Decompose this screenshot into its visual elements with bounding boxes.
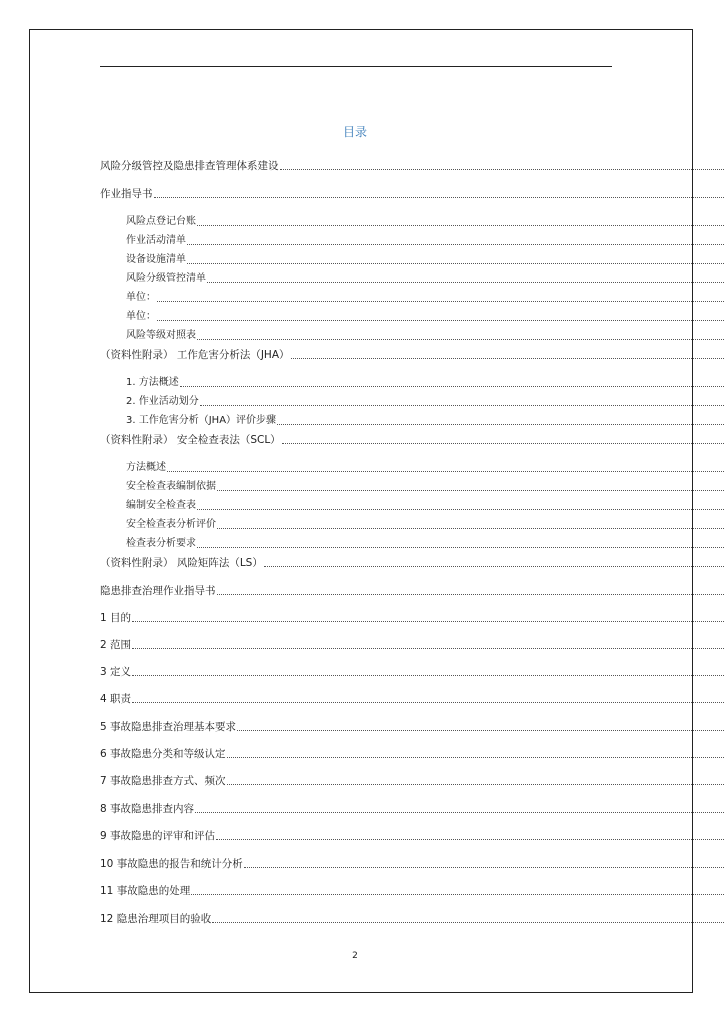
toc-entry[interactable]: [100, 348, 724, 362]
toc-entry-label: 检查表分析要求: [126, 538, 196, 549]
toc-entry[interactable]: [126, 291, 724, 305]
toc-entry-label: 编制安全检查表: [126, 500, 196, 511]
dot-leader: [237, 730, 724, 731]
toc-entry[interactable]: [126, 329, 724, 343]
toc-entry[interactable]: [126, 253, 724, 267]
toc-entry[interactable]: [100, 884, 724, 898]
dot-leader: [154, 197, 724, 198]
dot-leader: [282, 443, 724, 444]
toc-entry[interactable]: [126, 272, 724, 286]
dot-leader: [157, 301, 724, 302]
toc-entry-label: 1. 方法概述: [126, 377, 179, 388]
toc-entry-label: 作业指导书: [100, 188, 153, 200]
dot-leader: [197, 547, 724, 548]
dot-leader: [132, 648, 724, 649]
toc-entry[interactable]: [100, 774, 724, 788]
page-number: 2: [352, 951, 358, 961]
toc-entry-label: （资料性附录） 工作危害分析法（JHA）: [100, 349, 290, 361]
toc-entry[interactable]: [126, 395, 724, 409]
dot-leader: [197, 509, 724, 510]
dot-leader: [212, 922, 724, 923]
toc-entry-label: 方法概述: [126, 462, 166, 473]
toc-entry[interactable]: [100, 187, 724, 201]
toc-entry[interactable]: [100, 159, 724, 173]
toc-entry[interactable]: [126, 480, 724, 494]
toc-entry[interactable]: [126, 215, 724, 229]
toc-entry[interactable]: [100, 692, 724, 706]
toc-entry[interactable]: [126, 234, 724, 248]
toc-entry[interactable]: [100, 912, 724, 926]
toc-entry[interactable]: [126, 376, 724, 390]
toc-entry[interactable]: [100, 433, 724, 447]
toc-entry[interactable]: [100, 829, 724, 843]
toc-entry-label: 3 定义: [100, 666, 132, 678]
toc-entry[interactable]: [126, 461, 724, 475]
toc-entry-label: 4 职责: [100, 693, 132, 705]
dot-leader: [217, 490, 724, 491]
dot-leader: [244, 867, 724, 868]
dot-leader: [217, 528, 724, 529]
toc-entry-label: 设备设施清单: [126, 254, 186, 265]
toc-entry-label: 12 隐患治理项目的验收: [100, 913, 212, 925]
dot-leader: [291, 358, 724, 359]
dot-leader: [227, 757, 724, 758]
toc-entry-label: 10 事故隐患的报告和统计分析: [100, 858, 243, 870]
toc-entry[interactable]: [100, 802, 724, 816]
toc-entry-label: 作业活动清单: [126, 235, 186, 246]
toc-entry[interactable]: [100, 665, 724, 679]
toc-entry-label: 单位：: [126, 311, 156, 322]
toc-entry[interactable]: [100, 556, 724, 570]
toc-entry-label: 11 事故隐患的处理: [100, 885, 191, 897]
dot-leader: [132, 621, 724, 622]
toc-entry[interactable]: [126, 518, 724, 532]
dot-leader: [157, 320, 724, 321]
toc-entry-label: 9 事故隐患的评审和评估: [100, 830, 216, 842]
toc-entry[interactable]: [100, 584, 724, 598]
dot-leader: [132, 675, 724, 676]
dot-leader: [280, 169, 724, 170]
dot-leader: [195, 812, 724, 813]
toc-entry-label: 2 范围: [100, 639, 132, 651]
toc-entry[interactable]: [100, 720, 724, 734]
dot-leader: [216, 839, 724, 840]
toc-entry-label: 8 事故隐患排查内容: [100, 803, 195, 815]
dot-leader: [167, 471, 724, 472]
toc-entry-label: 2. 作业活动划分: [126, 396, 199, 407]
toc-entry-label: 5 事故隐患排查治理基本要求: [100, 721, 237, 733]
dot-leader: [197, 339, 724, 340]
toc-entry-label: 7 事故隐患排查方式、频次: [100, 775, 226, 787]
toc-title: 目录: [342, 125, 367, 139]
toc-entry-label: 隐患排查治理作业指导书: [100, 585, 216, 597]
toc-entry-label: 风险等级对照表: [126, 330, 196, 341]
dot-leader: [132, 702, 724, 703]
toc-entry-label: （资料性附录） 安全检查表法（SCL）: [100, 434, 281, 446]
toc-entry-label: 风险分级管控清单: [126, 273, 206, 284]
toc-entry-label: 安全检查表编制依据: [126, 481, 216, 492]
toc-entry-label: 1 目的: [100, 612, 132, 624]
toc-entry[interactable]: [126, 499, 724, 513]
toc-entry-label: 单位：: [126, 292, 156, 303]
dot-leader: [180, 386, 724, 387]
toc-entry[interactable]: [100, 611, 724, 625]
toc-entry-label: 安全检查表分析评价: [126, 519, 216, 530]
dot-leader: [187, 244, 724, 245]
dot-leader: [207, 282, 724, 283]
toc-entry-label: 6 事故隐患分类和等级认定: [100, 748, 226, 760]
toc-entry[interactable]: [100, 638, 724, 652]
toc-entry[interactable]: [126, 414, 724, 428]
dot-leader: [264, 566, 724, 567]
dot-leader: [227, 784, 724, 785]
dot-leader: [187, 263, 724, 264]
toc-entry-label: 3. 工作危害分析（JHA）评价步骤: [126, 415, 277, 426]
dot-leader: [197, 225, 724, 226]
toc-entry[interactable]: [100, 747, 724, 761]
toc-entry-label: （资料性附录） 风险矩阵法（LS）: [100, 557, 263, 569]
toc-entry[interactable]: [100, 857, 724, 871]
toc-entry[interactable]: [126, 310, 724, 324]
toc-entry[interactable]: [126, 537, 724, 551]
dot-leader: [191, 894, 724, 895]
dot-leader: [200, 405, 724, 406]
toc-entry-label: 风险分级管控及隐患排查管理体系建设: [100, 160, 279, 172]
dot-leader: [277, 424, 724, 425]
dot-leader: [217, 594, 724, 595]
toc-entry-label: 风险点登记台账: [126, 216, 196, 227]
